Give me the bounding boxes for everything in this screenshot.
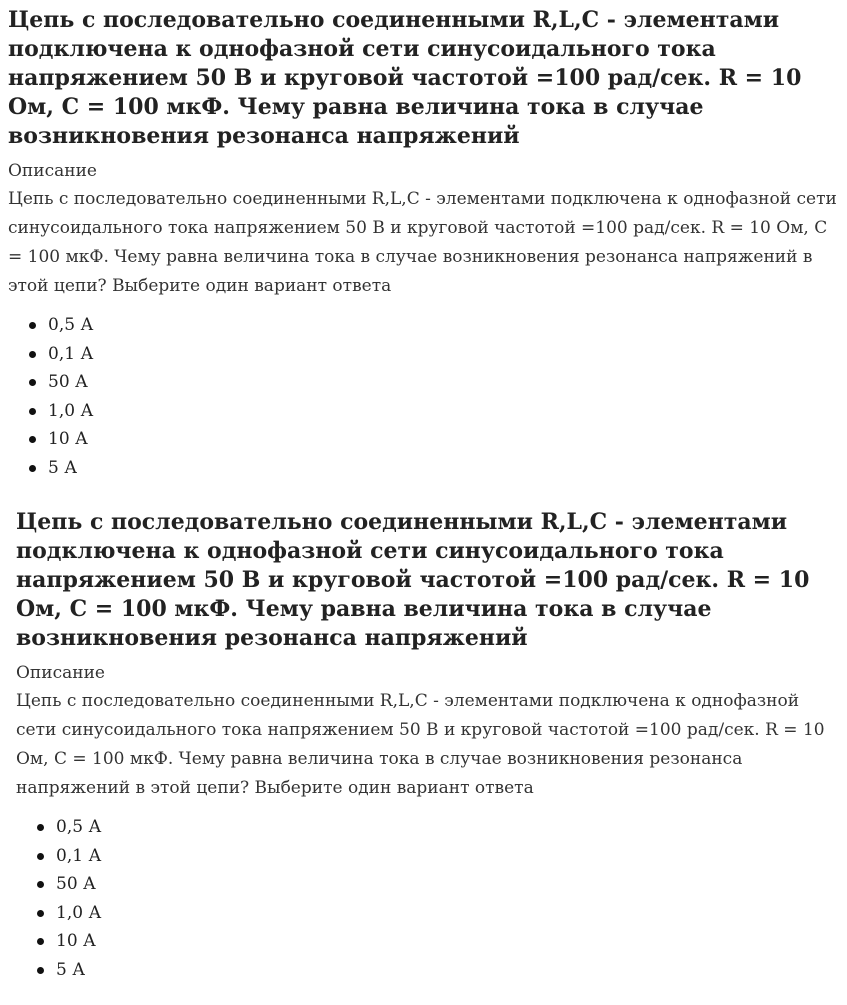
- answer-text: 10 А: [56, 931, 96, 951]
- answer-option: [36, 870, 838, 899]
- bullet-icon: [37, 910, 44, 917]
- answer-option: [36, 927, 838, 956]
- answer-text: 10 А: [48, 429, 88, 449]
- answer-text: 50 А: [56, 874, 96, 894]
- answer-text: 0,5 А: [56, 817, 102, 837]
- bullet-icon: [29, 351, 36, 358]
- answer-option: [28, 454, 838, 483]
- description-label: Описание: [16, 663, 105, 683]
- answer-option: [28, 340, 838, 369]
- answer-text: 0,5 А: [48, 315, 94, 335]
- answer-option: [36, 813, 838, 842]
- answer-option: [28, 368, 838, 397]
- answer-text: 1,0 А: [56, 902, 102, 923]
- question-block-1: [8, 6, 838, 482]
- answer-option: [36, 956, 838, 985]
- bullet-icon: [37, 967, 44, 974]
- bullet-icon: [37, 853, 44, 860]
- answer-text: 0,1 А: [56, 845, 102, 866]
- answer-option: [36, 842, 838, 871]
- answer-option: [28, 397, 838, 426]
- bullet-icon: [29, 436, 36, 443]
- answer-list: [16, 813, 838, 984]
- answer-text: 50 А: [48, 372, 88, 392]
- question-title: Цепь с последовательно соединенными R,L,C - элементами подключена к однофазной сети синусоидального тока напряжением 50 В и круговой частотой =100 рад/сек. R = 10 Ом, C = 100 мкФ. Чему равна величина тока в случае возникновения резонанса напряжений: [8, 7, 802, 149]
- description-label: Описание: [8, 161, 97, 181]
- answer-text: 1,0 А: [48, 400, 94, 421]
- description-text: Цепь с последовательно соединенными R,L,C - элементами подключена к однофазной сети синусоидального тока напряжением 50 В и круговой частотой =100 рад/сек. R = 10 Ом, C = 100 мкФ. Чему равна величина тока в случае возникновения резонанса напряжений в этой цепи? Выберите один вариант ответа: [16, 691, 825, 798]
- answer-text: 5 А: [48, 457, 78, 478]
- bullet-icon: [29, 408, 36, 415]
- bullet-icon: [29, 322, 36, 329]
- answer-list: [8, 311, 838, 482]
- bullet-icon: [29, 379, 36, 386]
- description-text: Цепь с последовательно соединенными R,L,C - элементами подключена к однофазной сети синусоидального тока напряжением 50 В и круговой частотой =100 рад/сек. R = 10 Ом, C = 100 мкФ. Чему равна величина тока в случае возникновения резонанса напряжений в этой цепи? Выберите один вариант ответа: [8, 189, 837, 296]
- answer-option: [28, 425, 838, 454]
- bullet-icon: [37, 881, 44, 888]
- bullet-icon: [37, 938, 44, 945]
- answer-option: [28, 311, 838, 340]
- question-title: Цепь с последовательно соединенными R,L,C - элементами подключена к однофазной сети синусоидального тока напряжением 50 В и круговой частотой =100 рад/сек. R = 10 Ом, C = 100 мкФ. Чему равна величина тока в случае возникновения резонанса напряжений: [16, 509, 810, 651]
- bullet-icon: [29, 465, 36, 472]
- answer-text: 5 А: [56, 959, 86, 980]
- bullet-icon: [37, 824, 44, 831]
- answer-option: [36, 899, 838, 928]
- answer-text: 0,1 А: [48, 343, 94, 364]
- question-block-2: [16, 508, 838, 984]
